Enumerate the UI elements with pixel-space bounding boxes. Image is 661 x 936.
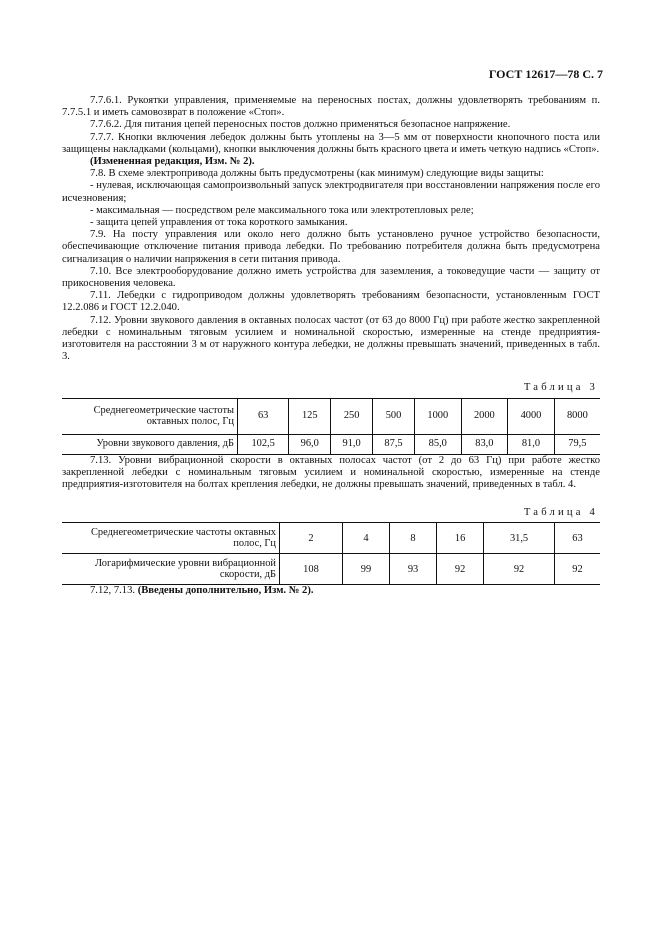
footer-note-amendment: (Введены дополнительно, Изм. № 2). <box>137 585 314 597</box>
table-cell: 83,0 <box>461 434 508 454</box>
table-cell: 2 <box>280 523 343 554</box>
table-row <box>62 554 600 585</box>
table-cell: 63 <box>238 398 289 434</box>
list-item: - защита цепей управления от тока короткого замыкания. <box>90 217 348 229</box>
table-cell: 125 <box>289 398 331 434</box>
document-body <box>62 95 600 598</box>
paragraph-7-11: 7.11. Лебедки с гидроприводом должны удовлетворять требованиям безопасности, установленным ГОСТ 12.2.086 и ГОСТ 12.2.040. <box>62 290 600 314</box>
table-cell: 2000 <box>461 398 508 434</box>
table-cell: 4000 <box>508 398 555 434</box>
table-3-row2-label: Уровни звукового давления, дБ <box>62 434 238 454</box>
page-header: ГОСТ 12617—78 С. 7 <box>488 67 603 81</box>
paragraph-7-8: 7.8. В схеме электропривода должны быть предусмотрены (как минимум) следующие виды защиты: <box>90 168 544 180</box>
table-cell: 8000 <box>554 398 600 434</box>
table-row <box>62 523 600 554</box>
paragraph-7-9: 7.9. На посту управления или около него должно быть установлено ручное устройство безопасности, обеспечивающие отключение питания привода лебедки. По требованию потребителя должна быть предусмотрена сигнализация о наличии напряжения в сети питания привода. <box>62 229 600 265</box>
table-cell: 250 <box>331 398 373 434</box>
table-4 <box>62 522 600 585</box>
table-cell: 8 <box>390 523 437 554</box>
table-cell: 31,5 <box>484 523 555 554</box>
paragraph-7-13: 7.13. Уровни вибрационной скорости в октавных полосах частот (от 2 до 63 Гц) при работе жестко закрепленной лебедки с номинальным тяговым усилием и номинальной скоростью, измеренные на стенде предприятия-изготовителя на болтах крепления лебедки, не должны превышать значений, приведенных в табл. 4. <box>62 454 600 491</box>
table-cell: 92 <box>554 554 600 585</box>
table-cell: 79,5 <box>554 434 600 454</box>
table-3 <box>62 398 600 455</box>
table-cell: 102,5 <box>238 434 289 454</box>
table-cell: 4 <box>342 523 389 554</box>
table-cell: 92 <box>484 554 555 585</box>
footer-note <box>62 585 600 597</box>
table-cell: 87,5 <box>373 434 415 454</box>
paragraph-7-7-6-1: 7.7.6.1. Рукоятки управления, применяемые на переносных постах, должны удовлетворять требованиям п. 7.7.5.1 и иметь самовозврат в положение «Стоп». <box>62 95 600 119</box>
list-item: - нулевая, исключающая самопроизвольный запуск электродвигателя при восстановлении напряжения после его исчезновения; <box>62 180 600 204</box>
table-row <box>62 434 600 454</box>
table-cell: 85,0 <box>414 434 461 454</box>
paragraph-7-7-6-2: 7.7.6.2. Для питания цепей переносных постов должно применяться безопасное напряжение. <box>90 119 511 131</box>
table-cell: 16 <box>437 523 484 554</box>
table-4-caption: Таблица 4 <box>523 507 598 519</box>
table-cell: 93 <box>390 554 437 585</box>
table-cell: 92 <box>437 554 484 585</box>
table-cell: 108 <box>280 554 343 585</box>
table-cell: 63 <box>554 523 600 554</box>
footer-note-prefix: 7.12, 7.13. <box>90 585 136 597</box>
table-cell: 81,0 <box>508 434 555 454</box>
table-cell: 1000 <box>414 398 461 434</box>
table-cell: 91,0 <box>331 434 373 454</box>
table-4-row1-label: Среднегеометрические частоты октавных полос, Гц <box>62 523 280 554</box>
table-cell: 99 <box>342 554 389 585</box>
table-cell: 96,0 <box>289 434 331 454</box>
table-row <box>62 398 600 434</box>
table-3-caption: Таблица 3 <box>523 382 598 394</box>
paragraph-7-7-7: 7.7.7. Кнопки включения лебедок должны быть утоплены на 3—5 мм от поверхности кнопочного поста или защищены накладками (кольцами), кнопки выключения должны быть красного цвета и иметь четкую надпись «Стоп». <box>62 131 600 155</box>
amendment-note: (Измененная редакция, Изм. № 2). <box>90 156 255 168</box>
table-cell: 500 <box>373 398 415 434</box>
table-3-row1-label: Среднегеометрические частоты октавных полос, Гц <box>62 398 238 434</box>
paragraph-7-10: 7.10. Все электрооборудование должно иметь устройства для заземления, а токоведущие части — защиту от прикосновения человека. <box>62 265 600 290</box>
list-item: - максимальная — посредством реле максимального тока или электротепловых реле; <box>90 204 474 216</box>
paragraph-7-12: 7.12. Уровни звукового давления в октавных полосах частот (от 63 до 8000 Гц) при работе жестко закрепленной лебедки с номинальным тяговым усилием и номинальной скоростью, измеренные на стенде предприятия-изготовителя на расстоянии 3 м от наружного контура лебедки, не должны превышать значений, приведенных в табл. 3. <box>62 314 600 363</box>
table-4-row2-label: Логарифмические уровни вибрационной скорости, дБ <box>62 554 280 585</box>
